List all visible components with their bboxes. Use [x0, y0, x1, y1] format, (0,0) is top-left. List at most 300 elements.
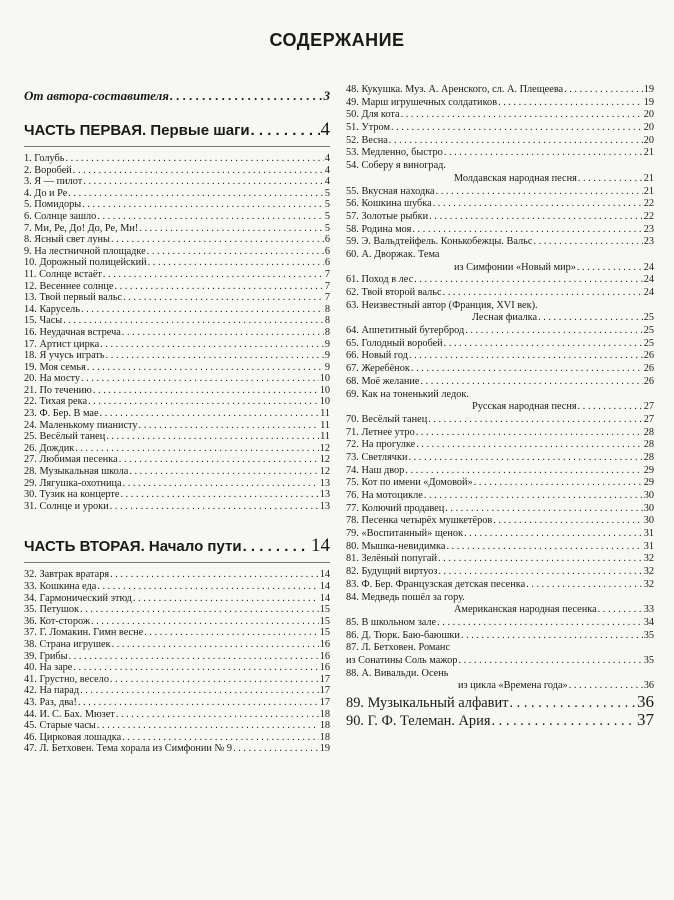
leader-dots [509, 694, 636, 712]
entry-title: 22. Тихая река [24, 396, 88, 408]
leader-dots [116, 709, 319, 721]
entry-page: 5 [324, 199, 330, 211]
entry-page: 37 [637, 710, 654, 730]
entry-page: 15 [319, 615, 330, 627]
leader-dots [81, 304, 324, 316]
toc-entry[interactable] [346, 211, 654, 224]
entry-page: 22 [643, 198, 654, 210]
leader-dots [123, 292, 324, 304]
entry-title: 62. Твой второй вальс [346, 287, 442, 298]
entry-page: 25 [643, 325, 654, 337]
toc-entry[interactable] [24, 211, 330, 223]
toc-entry[interactable] [346, 617, 654, 630]
entry-title: 88. А. Вивальди. Осень [346, 667, 449, 679]
leader-dots [443, 287, 643, 300]
toc-entry[interactable] [346, 338, 654, 351]
entry-page: 22 [643, 210, 654, 222]
toc-entry[interactable] [346, 376, 654, 389]
toc-entry[interactable] [346, 147, 654, 160]
toc-entry[interactable] [24, 362, 330, 374]
entry-page: 17 [319, 673, 330, 685]
toc-entry[interactable] [24, 292, 330, 304]
entry-page: 20 [643, 109, 654, 121]
entry-page: 27 [643, 401, 654, 413]
entry-title: 41. Грустно, весело [24, 673, 109, 685]
leader-dots [243, 535, 310, 559]
entry-page: 29 [643, 464, 654, 476]
leader-dots [564, 84, 643, 97]
part-two-heading[interactable] [24, 534, 330, 558]
leader-dots [409, 350, 643, 363]
toc-entry[interactable] [24, 466, 330, 478]
leader-dots [421, 376, 643, 389]
toc-entry[interactable] [24, 257, 330, 269]
toc-entry[interactable] [346, 490, 654, 503]
toc-entry[interactable] [346, 680, 654, 693]
leader-dots [446, 541, 642, 554]
leader-dots [465, 325, 643, 338]
entry-page: 18 [319, 708, 330, 720]
toc-entry[interactable] [24, 199, 330, 211]
toc-entry[interactable] [346, 135, 654, 148]
entry-title: 49. Марш игрушечных солдатиков [346, 96, 498, 108]
toc-entry[interactable] [346, 553, 654, 566]
leader-dots [170, 86, 323, 106]
toc-entry[interactable] [24, 420, 330, 432]
leader-dots [391, 122, 643, 135]
toc-entry[interactable] [346, 465, 654, 478]
toc-entry[interactable] [24, 188, 330, 200]
leader-dots [82, 199, 324, 211]
leader-dots [123, 478, 319, 490]
leader-dots [474, 477, 643, 490]
toc-entry[interactable] [24, 153, 330, 165]
toc-entry[interactable] [346, 655, 654, 668]
toc-entry[interactable] [24, 315, 330, 327]
toc-entry[interactable] [346, 287, 654, 300]
toc-entry[interactable] [24, 454, 330, 466]
leader-dots [414, 274, 643, 287]
entry-page: 24 [643, 274, 654, 286]
leader-dots [122, 327, 324, 339]
leader-dots [111, 234, 324, 246]
entry-page: 30 [643, 490, 654, 501]
entry-page: 25 [643, 312, 654, 324]
entry-page: 10 [319, 384, 330, 396]
toc-entry[interactable] [346, 427, 654, 440]
entry-page: 15 [319, 604, 330, 616]
part-page: 4 [320, 119, 330, 140]
toc-entry[interactable] [24, 327, 330, 339]
entry-title: 83. Ф. Бер. Французская детская песенка [346, 578, 526, 590]
entry-title: 24. Маленькому пианисту [24, 419, 138, 431]
part-one-heading[interactable] [24, 118, 330, 142]
leader-dots [73, 662, 318, 674]
toc-entry[interactable] [24, 385, 330, 397]
entry-page: 20 [643, 122, 654, 134]
entry-page: 16 [319, 662, 330, 674]
entry-title: 23. Ф. Бер. В мае [24, 408, 99, 420]
entry-title: 28. Музыкальная школа [24, 466, 129, 478]
entry-title: 29. Лягушка-охотница [24, 477, 122, 489]
entry-title: 73. Светлячки [346, 451, 408, 463]
leader-dots [533, 236, 642, 249]
entry-title: 3. Я — пилот [24, 176, 83, 188]
leader-dots [491, 712, 636, 730]
entry-title: Русская народная песня [472, 401, 577, 413]
entry-page: 19 [643, 96, 654, 108]
toc-entry[interactable] [346, 477, 654, 490]
leader-dots [65, 153, 323, 165]
entry-title: 90. Г. Ф. Телеман. Ария [346, 713, 491, 730]
entry-title: 16. Неудачная встреча [24, 326, 121, 338]
entry-title: 4. До и Ре [24, 187, 68, 199]
toc-entry[interactable] [24, 165, 330, 177]
leader-dots [436, 186, 643, 199]
entry-page: 5 [324, 210, 330, 222]
toc-entry[interactable] [24, 234, 330, 246]
toc-entry[interactable] [346, 325, 654, 338]
divider [24, 146, 330, 147]
toc-entry[interactable] [346, 160, 654, 173]
entry-title: 45. Старые часы [24, 720, 96, 732]
leader-dots [97, 581, 318, 593]
entry-title: 40. На заре [24, 662, 73, 674]
entry-title: 59. Э. Вальдтейфель. Конькобежцы. Вальс [346, 236, 533, 248]
entry-title: 54. Соберу я виноград. [346, 160, 446, 172]
entry-page: 24 [643, 261, 654, 273]
toc-entry[interactable] [346, 642, 654, 655]
entry-page: 34 [643, 616, 654, 628]
entry-title: 33. Кошкина еда [24, 581, 97, 592]
entry-page: 4 [324, 176, 330, 188]
entry-title: 21. По течению [24, 384, 92, 396]
entry-page: 13 [319, 489, 330, 501]
entry-title: 82. Будущий виртуоз [346, 566, 438, 578]
entry-page: 31 [643, 540, 654, 552]
entry-title: 27. Любимая песенка [24, 454, 118, 466]
toc-entry[interactable] [24, 685, 330, 697]
entry-title: 68. Моё желание [346, 375, 420, 387]
toc-entry[interactable] [346, 541, 654, 554]
leader-dots [88, 396, 319, 408]
page-title: СОДЕРЖАНИЕ [269, 30, 405, 50]
entry-page: 7 [324, 280, 330, 292]
leader-dots [233, 743, 319, 755]
entry-title: 84. Медведь пошёл за гору. [346, 591, 465, 603]
toc-entry[interactable] [24, 408, 330, 420]
entry-title: из Симфонии «Новый мир» [454, 261, 576, 273]
toc-entry[interactable] [24, 743, 330, 755]
toc-entry[interactable] [24, 674, 330, 686]
entry-page: 32 [643, 566, 654, 578]
toc-entry[interactable] [346, 503, 654, 516]
toc-left-column [24, 86, 330, 755]
entry-title: 81. Зелёный попугай [346, 553, 438, 565]
entry-title: 61. Поход в лес [346, 274, 414, 286]
entry-title: 66. Новый год [346, 350, 408, 362]
entry-title: 7. Ми, Ре, До! До, Ре, Ми! [24, 222, 139, 234]
entry-title: 50. Для кота [346, 109, 400, 121]
entry-page: 9 [324, 338, 330, 350]
toc-entry[interactable] [346, 249, 654, 262]
entry-page: 26 [643, 363, 654, 375]
leader-dots [438, 566, 642, 579]
entry-title: Американская народная песенка [454, 604, 597, 616]
entry-page: 35 [643, 654, 654, 666]
leader-dots [578, 401, 643, 414]
toc-entry[interactable] [24, 627, 330, 639]
leader-dots [91, 616, 319, 628]
entry-page: 20 [643, 134, 654, 146]
toc-entry[interactable] [24, 616, 330, 628]
entry-title: 43. Раз, два! [24, 696, 77, 708]
entry-page: 4 [324, 153, 330, 164]
entry-title: 19. Моя семья [24, 361, 86, 373]
entry-page: 27 [643, 413, 654, 425]
leader-dots [120, 489, 318, 501]
entry-page: 19 [319, 743, 330, 755]
toc-entry[interactable] [346, 173, 654, 186]
entry-title: 42. На парад [24, 685, 80, 697]
entry-page: 13 [319, 477, 330, 489]
toc-entry[interactable] [346, 186, 654, 199]
toc-entry[interactable] [346, 363, 654, 376]
entry-title: 51. Утром [346, 122, 390, 134]
entry-title: 38. Страна игрушек [24, 638, 111, 650]
toc-entry[interactable] [24, 350, 330, 362]
toc-entry[interactable] [24, 339, 330, 351]
leader-dots [458, 655, 642, 668]
entry-page: 17 [319, 685, 330, 697]
entry-page: 21 [643, 147, 654, 159]
toc-entry[interactable] [24, 396, 330, 408]
entry-page: 6 [324, 234, 330, 246]
leader-dots [148, 257, 324, 269]
leader-dots [83, 176, 324, 188]
toc-entry[interactable] [24, 478, 330, 490]
toc-entry[interactable] [24, 720, 330, 732]
toc-entry[interactable] [346, 350, 654, 363]
entry-page: 35 [643, 629, 654, 641]
toc-entry[interactable] [346, 389, 654, 402]
toc-entry[interactable] [24, 176, 330, 188]
leader-dots [112, 639, 319, 651]
entry-page: 8 [324, 315, 330, 327]
toc-entry[interactable] [24, 489, 330, 501]
divider [24, 562, 330, 563]
leader-dots [251, 119, 320, 143]
toc-right-column [346, 84, 654, 729]
leader-dots [461, 630, 643, 643]
toc-entry[interactable] [24, 281, 330, 293]
entry-page: 12 [319, 466, 330, 478]
toc-entry[interactable] [346, 592, 654, 605]
toc-entry[interactable] [24, 501, 330, 513]
toc-entry[interactable] [346, 262, 654, 275]
leader-dots [69, 651, 319, 663]
leader-dots [405, 465, 642, 478]
entry-page: 11 [320, 431, 330, 443]
leader-dots [119, 454, 319, 466]
toc-entry[interactable] [346, 668, 654, 681]
entry-title: 11. Солнце встаёт [24, 268, 102, 280]
toc-entry[interactable] [346, 439, 654, 452]
leader-dots [78, 697, 319, 709]
toc-author-entry[interactable] [24, 86, 330, 106]
entry-title: 10. Дорожный полицейский [24, 257, 147, 269]
entry-page: 6 [324, 245, 330, 257]
toc-entry[interactable] [24, 443, 330, 455]
entry-page: 36 [643, 680, 654, 692]
leader-dots [114, 281, 323, 293]
toc-entry[interactable] [346, 452, 654, 465]
entry-title: 31. Солнце и уроки [24, 500, 109, 512]
toc-entry[interactable] [346, 109, 654, 122]
entry-page: 19 [643, 84, 654, 95]
toc-entry[interactable] [24, 732, 330, 744]
entry-title: 89. Музыкальный алфавит [346, 695, 509, 711]
entry-page: 11 [320, 408, 330, 420]
toc-entry[interactable] [24, 662, 330, 674]
leader-dots [538, 312, 643, 325]
toc-entry[interactable] [24, 639, 330, 651]
toc-entry[interactable] [346, 604, 654, 617]
entry-title: 71. Летнее утро [346, 426, 415, 438]
entry-title: 36. Кот-сторож [24, 615, 90, 627]
leader-dots [424, 490, 643, 503]
toc-entry[interactable] [346, 414, 654, 427]
entry-title: 87. Л. Бетховен. Романс [346, 642, 451, 654]
leader-dots [87, 362, 324, 374]
entry-title: из Сонатины Соль мажор [346, 654, 458, 666]
toc-entry[interactable] [346, 274, 654, 287]
entry-title: 65. Голодный воробей [346, 337, 443, 349]
leader-dots [110, 674, 319, 686]
leader-dots [100, 408, 320, 420]
entry-page: 25 [643, 337, 654, 349]
toc-entry[interactable] [346, 300, 654, 313]
toc-entry[interactable] [346, 122, 654, 135]
toc-entry[interactable] [24, 651, 330, 663]
leader-dots [464, 528, 643, 541]
toc-entry[interactable] [346, 515, 654, 528]
leader-dots [110, 501, 319, 513]
entry-title: 58. Родина моя [346, 223, 412, 235]
entry-title: 35. Петушок [24, 604, 80, 616]
entry-title: 8. Ясный свет луны [24, 234, 110, 246]
entry-page: 7 [324, 268, 330, 280]
entry-title: 30. Тузик на концерте [24, 489, 120, 501]
leader-dots [444, 338, 643, 351]
leader-dots [80, 685, 319, 697]
entry-title: 18. Я учусь играть [24, 350, 105, 362]
entry-page: 26 [643, 350, 654, 362]
toc-entry[interactable] [346, 224, 654, 237]
toc-entry[interactable] [346, 198, 654, 211]
leader-dots [416, 427, 643, 440]
toc-entry[interactable] [346, 711, 654, 729]
toc-entry[interactable] [24, 581, 330, 593]
leader-dots [80, 604, 319, 616]
entry-title: Молдавская народная песня [454, 172, 577, 184]
toc-entry[interactable] [346, 401, 654, 414]
entry-page: 12 [319, 442, 330, 454]
entry-title: 25. Весёлый танец [24, 431, 106, 443]
leader-dots [133, 593, 319, 605]
toc-entry[interactable] [24, 569, 330, 581]
leader-dots [147, 246, 324, 258]
toc-entry[interactable] [24, 697, 330, 709]
entry-page: 14 [319, 592, 330, 604]
entry-title: 77. Колючий продавец [346, 502, 445, 514]
leader-dots [389, 135, 643, 148]
entry-title: 32. Завтрак вратаря [24, 569, 110, 581]
toc-entry[interactable] [346, 97, 654, 110]
toc-entry[interactable] [346, 693, 654, 711]
toc-entry[interactable] [24, 269, 330, 281]
entry-title: 57. Золотые рыбки [346, 210, 429, 222]
toc-entry[interactable] [24, 304, 330, 316]
toc-entry[interactable] [346, 579, 654, 592]
entry-page: 28 [643, 451, 654, 463]
leader-dots [93, 385, 319, 397]
toc-entry[interactable] [346, 566, 654, 579]
entry-page: 24 [643, 287, 654, 298]
entry-page: 23 [643, 223, 654, 235]
entry-title: 9. На лестничной площадке [24, 245, 146, 257]
leader-dots [444, 147, 643, 160]
entry-title: 6. Солнце зашло [24, 210, 97, 222]
toc-entry[interactable] [346, 236, 654, 249]
toc-entry[interactable] [24, 246, 330, 258]
toc-entry[interactable] [24, 593, 330, 605]
entry-page: 15 [319, 627, 330, 639]
entry-title: 69. Как на тоненький ледок. [346, 388, 469, 400]
entry-title: 52. Весна [346, 134, 388, 146]
entry-title: 64. Аппетитный бутерброд [346, 325, 465, 337]
entry-page: 17 [319, 696, 330, 708]
leader-dots [429, 211, 643, 224]
entry-title: 20. На мосту [24, 373, 81, 385]
entry-page: 10 [319, 396, 330, 408]
entry-title: 78. Песенка четырёх мушкетёров [346, 515, 493, 527]
entry-page: 8 [324, 303, 330, 315]
toc-entry[interactable] [346, 630, 654, 643]
entry-title: 15. Часы [24, 315, 63, 327]
part-two-list [24, 569, 330, 755]
entry-page: 32 [643, 578, 654, 590]
entry-title: 72. На прогулке [346, 439, 416, 451]
entry-title: 75. Кот по имени «Домовой» [346, 477, 473, 489]
entry-title: 5. Помидоры [24, 199, 82, 211]
toc-entry[interactable] [24, 604, 330, 616]
entry-page: 10 [319, 373, 330, 385]
leader-dots [97, 720, 319, 732]
entry-page: 32 [643, 553, 654, 565]
entry-title: 26. Дождик [24, 442, 75, 454]
toc-entry[interactable] [346, 528, 654, 541]
entry-title: 34. Гармонический этюд [24, 592, 132, 604]
entry-title: От автора-составителя [24, 88, 169, 103]
toc-entry[interactable] [24, 709, 330, 721]
toc-entry[interactable] [24, 431, 330, 443]
toc-entry[interactable] [346, 84, 654, 97]
toc-entry[interactable] [24, 373, 330, 385]
toc-entry[interactable] [346, 312, 654, 325]
toc-entry[interactable] [24, 223, 330, 235]
entry-title: 14. Карусель [24, 303, 81, 315]
